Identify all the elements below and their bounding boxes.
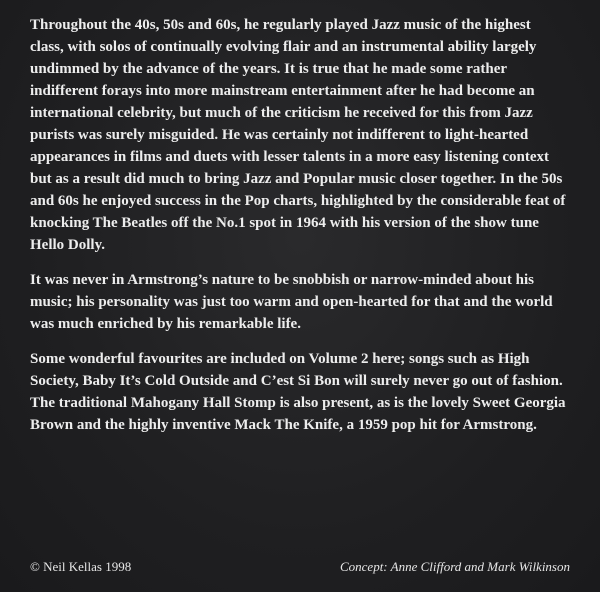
footer [30,558,570,576]
paragraph-favourites: Some wonderful favourites are included on Volume 2 here; songs such as High Society, Baby It’s Cold Outside and C’est Si Bon will surely never go out of fashion. The traditional Mahogany Hall Stomp is also present, as is the lovely Sweet Georgia Brown and the highly inventive Mack The Knife, a 1959 pop hit for Armstrong. [30,351,566,433]
paragraph-nature: It was never in Armstrong’s nature to be snobbish or narrow-minded about his music; his personality was just too warm and open-hearted for that and the world was much enriched by his remarkable life. [30,272,553,332]
paragraph-career: Throughout the 40s, 50s and 60s, he regularly played Jazz music of the highest class, with solos of continually evolving flair and an instrumental ability largely undimmed by the advance of the years. It is true that he made some rather indifferent forays into more mainstream entertainment after he had become an international celebrity, but much of the criticism he received for this from Jazz purists was surely misguided. He was certainly not indifferent to light-hearted appearances in films and duets with lesser talents in a more easy listening context but as a result did much to bring Jazz and Popular music closer together. In the 50s and 60s he enjoyed success in the Pop charts, highlighted by the considerable feat of knocking The Beatles off the No.1 spot in 1964 with his version of the show tune Hello Dolly. [30,17,566,253]
copyright-text: © Neil Kellas 1998 [30,559,132,574]
concept-credits: Concept: Anne Clifford and Mark Wilkinson [339,559,570,574]
